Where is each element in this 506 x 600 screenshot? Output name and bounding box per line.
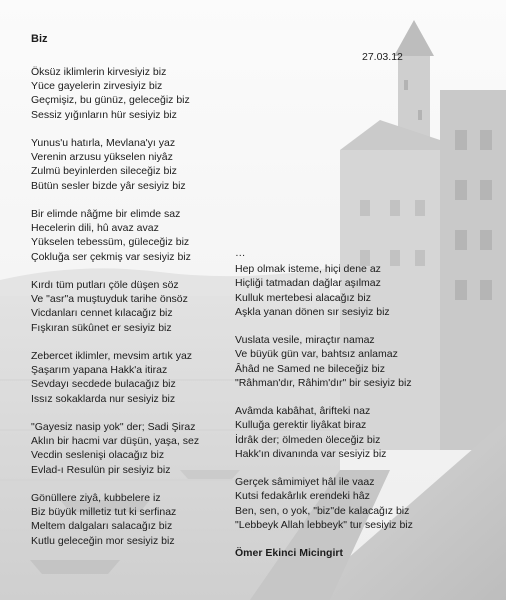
verse-line: Meltem dalgaları salacağız biz [31,520,173,533]
stanza [31,491,241,548]
stanza [31,65,241,122]
verse-line: Ve "asr"a muştuyduk tarihe önsöz [31,293,188,306]
verse-line: Sevdayı secdede bulacağız biz [31,378,176,391]
stanza [235,404,475,461]
verse-line: Evlad-ı Resulün pir sesiyiz biz [31,463,171,476]
verse-line: Hecelerin dili, hû avaz avaz [31,222,159,235]
verse-line: Kırdı tüm putları çöle düşen söz [31,279,179,291]
verse-line: İdrâk der; ölmeden öleceğiz biz [235,433,381,446]
verse-line: Hep olmak isteme, hiçi dene az [235,263,381,276]
verse-line: Gönüllere ziyâ, kubbelere iz [31,492,161,504]
stanza [31,278,241,335]
verse-line: Kutlu geleceğin mor sesiyiz biz [31,534,175,547]
stanza [31,207,241,264]
author-name: Ömer Ekinci Micingirt [235,547,343,560]
stanza [31,349,241,406]
verse-line: Şaşarım yapana Hakk'a itiraz [31,364,168,377]
verse-line: Biz büyük milletiz tut ki serfinaz [31,506,177,519]
verse-line: Ben, sen, o yok, "biz"de kalacağız biz [235,504,410,517]
verse-line: Yükselen tebessüm, güleceğiz biz [31,236,190,249]
poem-title: Biz [31,33,48,45]
verse-line: Fışkıran sükûnet er sesiyiz biz [31,321,172,334]
verse-line: Avâmda kabâhat, ârifteki naz [235,405,371,418]
verse-line: Bir elimde nâğme bir elimde saz [31,208,181,220]
verse-line: "Gayesiz nasip yok" der; Sadi Şiraz [31,421,196,433]
continuation-ellipsis: … [235,247,246,259]
verse-line: Kulluğa gerektir liyâkat biraz [235,419,367,432]
verse-line: Vicdanları cennet kılacağız biz [31,307,173,320]
left-column [31,65,241,562]
verse-line: Öksüz iklimlerin kirvesiyiz biz [31,66,167,78]
verse-line: Aşkla yanan dönen sır sesiyiz biz [235,305,390,318]
stanza [235,333,475,390]
stanza [235,262,475,319]
verse-line: Yunus'u hatırla, Mevlana'yı yaz [31,137,176,149]
verse-line: Aklın bir hacmi var düşün, yaşa, sez [31,435,200,448]
verse-line: Çokluğa ser çekmiş var sesiyiz biz [31,250,191,263]
verse-line: Vecdin seslenişi olacağız biz [31,449,165,462]
verse-line: Hiçliği tatmadan dağlar aşılmaz [235,277,381,290]
verse-line: Zebercet iklimler, mevsim artık yaz [31,350,193,362]
stanza [31,420,241,477]
verse-line: Sessiz yığınların hür sesiyiz biz [31,108,177,121]
verse-line: "Lebbeyk Allah lebbeyk" tur sesiyiz biz [235,518,413,531]
verse-line: Bütün sesler bizde yâr sesiyiz biz [31,179,186,192]
stanza [235,475,475,532]
poem-date: 27.03.12 [362,51,403,63]
verse-line: Issız sokaklarda nur sesiyiz biz [31,392,176,405]
verse-line: Kutsi fedakârlık erendeki hâz [235,490,370,503]
right-column [235,246,475,560]
verse-line: Zulmü beyinlerden sileceğiz biz [31,165,177,178]
stanza [31,136,241,193]
verse-line: Geçmişiz, bu günüz, geleceğiz biz [31,94,190,107]
verse-line: Ve büyük gün var, bahtsız anlamaz [235,348,398,361]
verse-line: Âhâd ne Samed ne bileceğiz biz [235,362,386,375]
verse-line: "Râhman'dır, Râhim'dır" bir sesiyiz biz [235,376,412,389]
verse-line: Kulluk mertebesi alacağız biz [235,291,371,304]
verse-line: Vuslata vesile, miraçtır namaz [235,334,375,347]
verse-line: Verenin arzusu yükselen niyâz [31,151,173,164]
verse-line: Gerçek sâmimiyet hâl ile vaaz [235,476,375,489]
verse-line: Yüce gayelerin zirvesiyiz biz [31,80,163,93]
verse-line: Hakk'ın divanında var sesiyiz biz [235,447,387,460]
